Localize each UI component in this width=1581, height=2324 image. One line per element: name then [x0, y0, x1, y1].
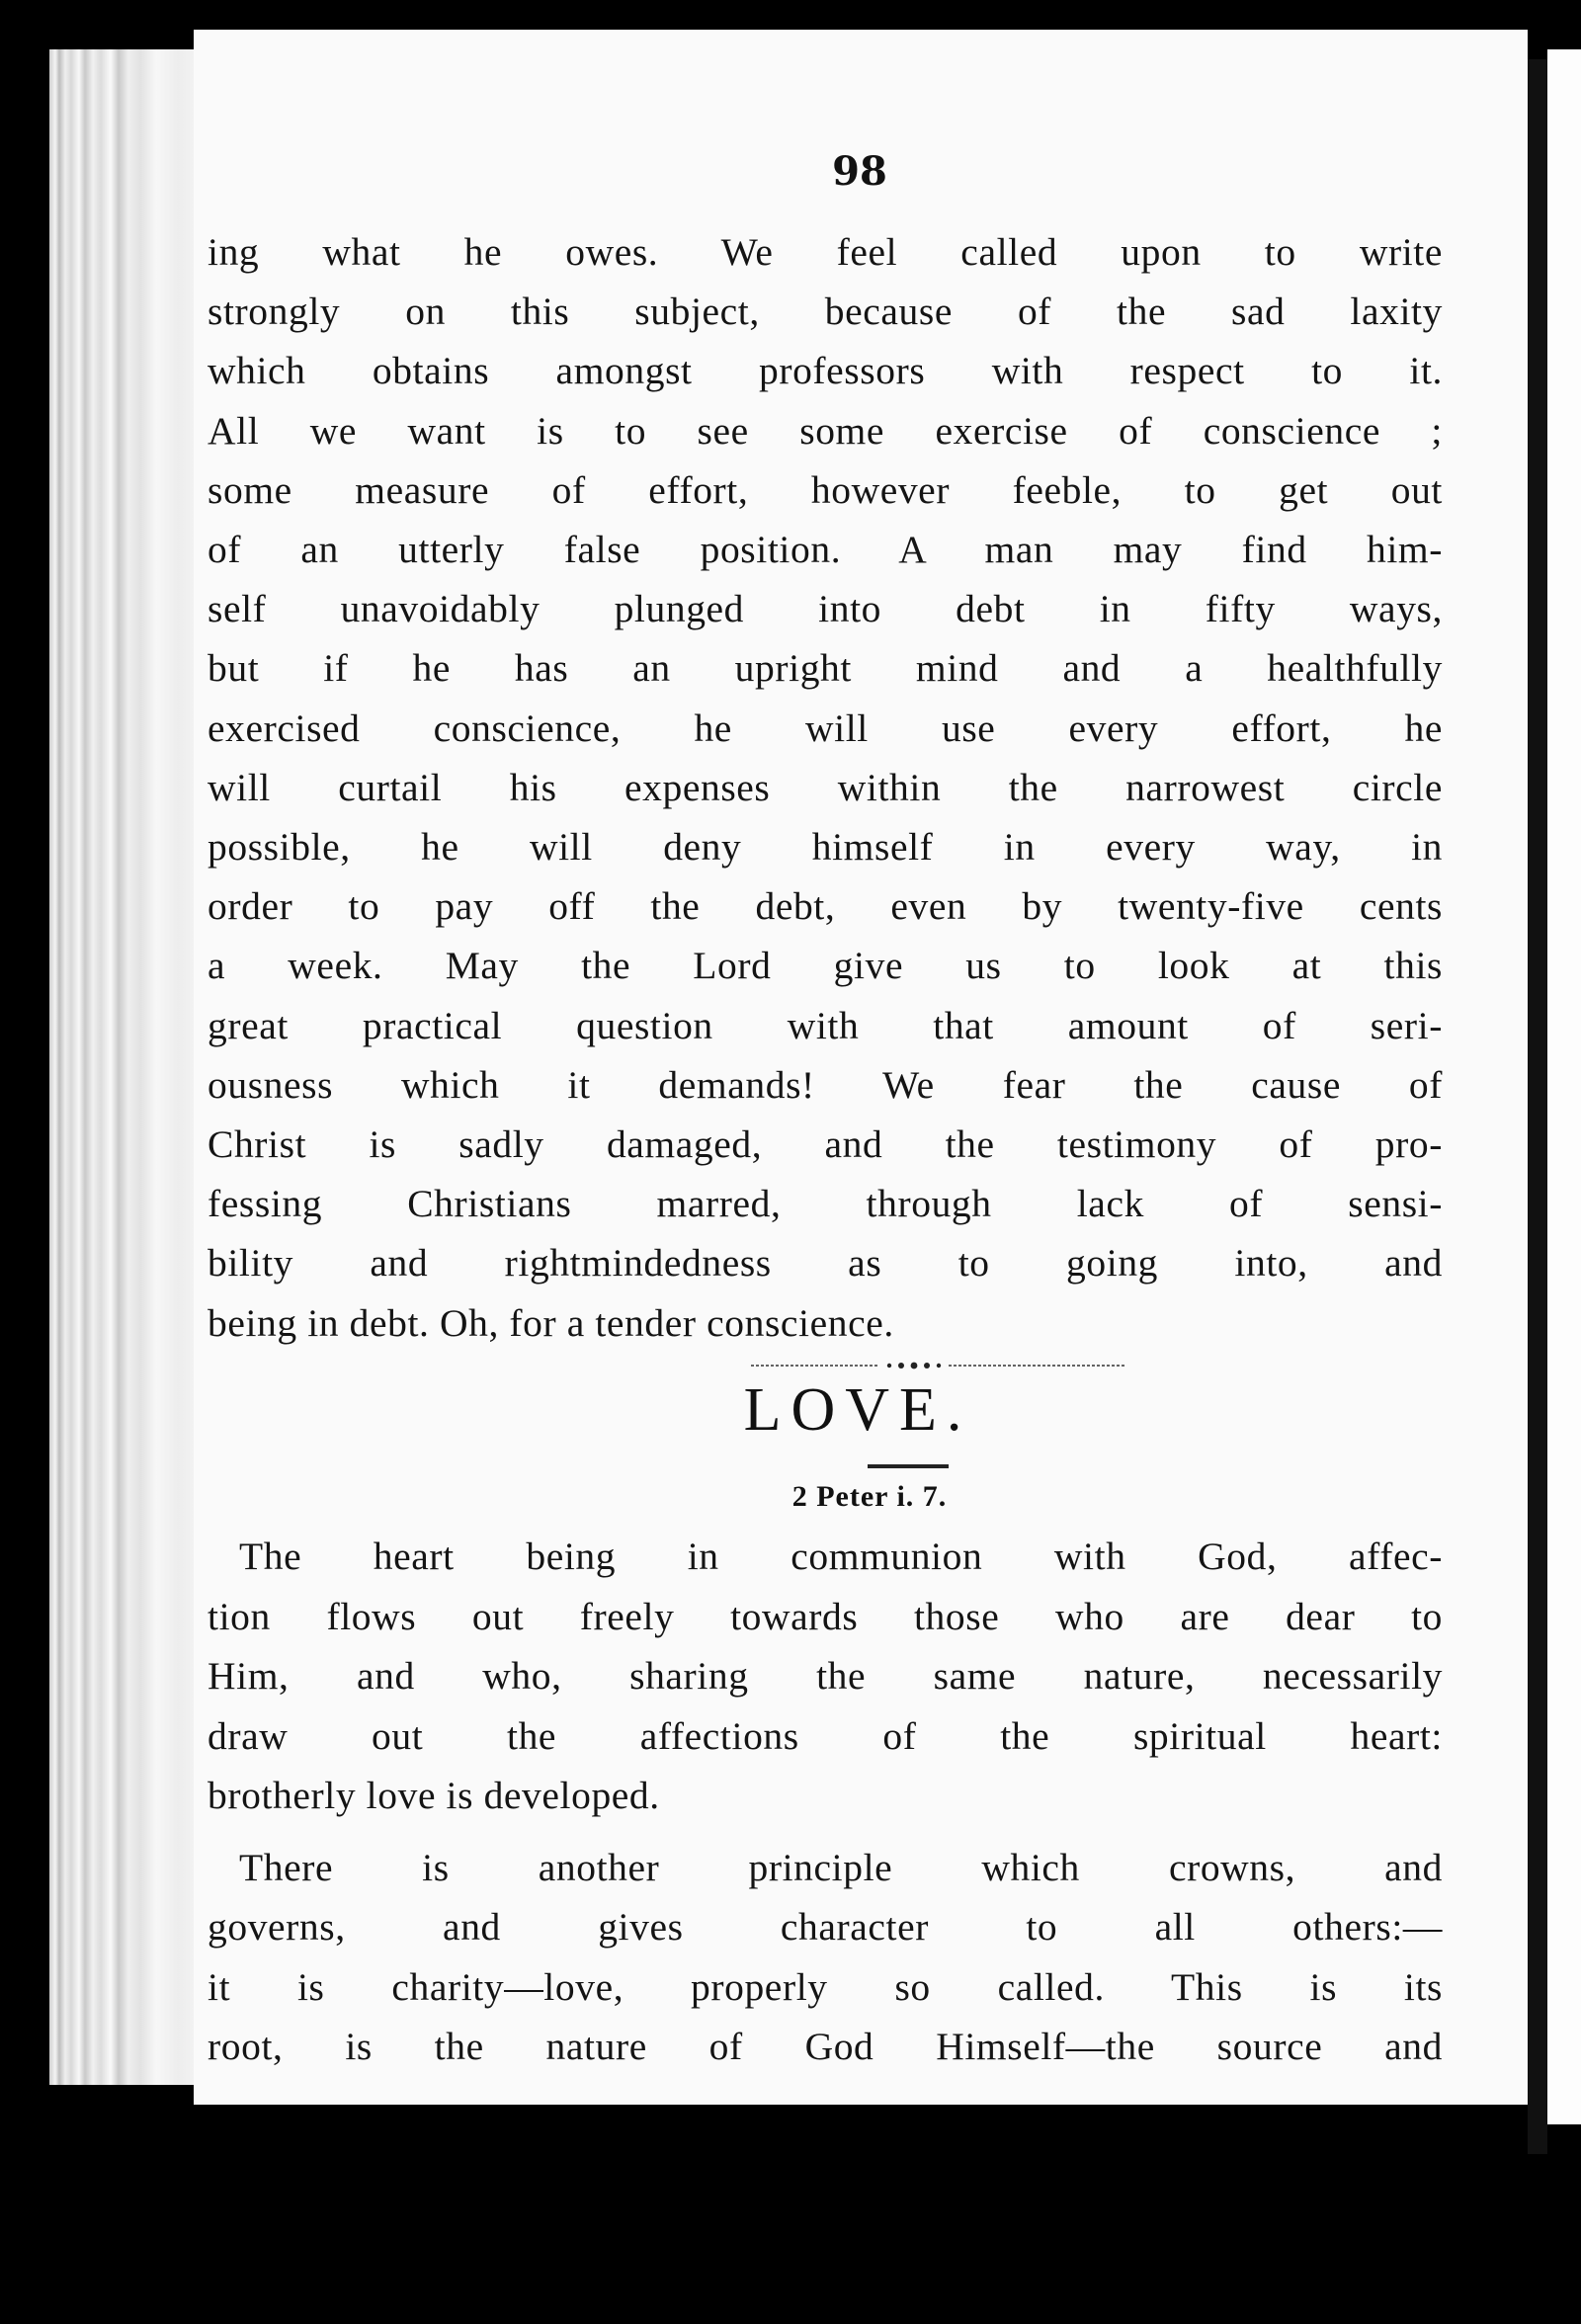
- section-body: [208, 1527, 1443, 2077]
- text-line: exercised conscience, he will use every effort, he: [208, 706, 1443, 750]
- text-line: a week. May the Lord give us to look at this: [208, 944, 1443, 988]
- text-line: There is another principle which crowns, and: [239, 1845, 1443, 1889]
- text-line: fessing Christians marred, through lack of sensi-: [208, 1182, 1443, 1226]
- section-heading: LOVE.: [743, 1376, 972, 1444]
- gutter-shadow: [1528, 59, 1547, 2154]
- text-line: possible, he will deny himself in every way, in: [208, 825, 1443, 870]
- page-edges: [49, 49, 198, 2085]
- text-line: All we want is to see some exercise of conscience ;: [208, 408, 1443, 453]
- text-line: strongly on this subject, because of the sad laxity: [208, 290, 1443, 334]
- text-line: The heart being in communion with God, affec-: [239, 1535, 1443, 1578]
- page-number: 98: [832, 148, 887, 195]
- text-line: but if he has an upright mind and a healthfully: [208, 646, 1443, 691]
- text-line: being in debt. Oh, for a tender conscience.: [208, 1300, 894, 1345]
- text-line: will curtail his expenses within the narrowest circle: [208, 765, 1443, 809]
- facing-page-edge: [1547, 49, 1581, 2124]
- heading-rule: [868, 1464, 949, 1468]
- text-line: tion flows out freely towards those who are dear to: [208, 1594, 1443, 1638]
- text-line: root, is the nature of God Himself—the source and: [208, 2025, 1443, 2068]
- text-line: ing what he owes. We feel called upon to write: [208, 230, 1443, 274]
- section-divider-ornament: [751, 1362, 1126, 1370]
- text-line: which obtains amongst professors with respect to it.: [208, 349, 1443, 393]
- text-line: governs, and gives character to all others:—: [208, 1905, 1443, 1949]
- scripture-reference: 2 Peter i. 7.: [791, 1480, 948, 1513]
- text-line: great practical question with that amount of seri-: [208, 1003, 1443, 1047]
- text-line: self unavoidably plunged into debt in fifty ways,: [208, 587, 1443, 631]
- text-line: Him, and who, sharing the same nature, necessarily: [208, 1654, 1443, 1698]
- text-line: draw out the affections of the spiritual heart:: [208, 1713, 1443, 1758]
- text-line: it is charity—love, properly so called. This is its: [208, 1964, 1443, 2009]
- text-line: of an utterly false position. A man may find him-: [208, 528, 1443, 572]
- text-line: order to pay off the debt, even by twenty-five cents: [208, 884, 1443, 929]
- text-line: ousness which it demands! We fear the cause of: [208, 1062, 1443, 1107]
- text-line: brotherly love is developed.: [208, 1774, 660, 1817]
- continued-paragraph: [208, 222, 1443, 1353]
- text-line: bility and rightmindedness as to going into, and: [208, 1241, 1443, 1286]
- text-line: some measure of effort, however feeble, to get out: [208, 467, 1443, 512]
- text-line: Christ is sadly damaged, and the testimony of pro-: [208, 1122, 1443, 1167]
